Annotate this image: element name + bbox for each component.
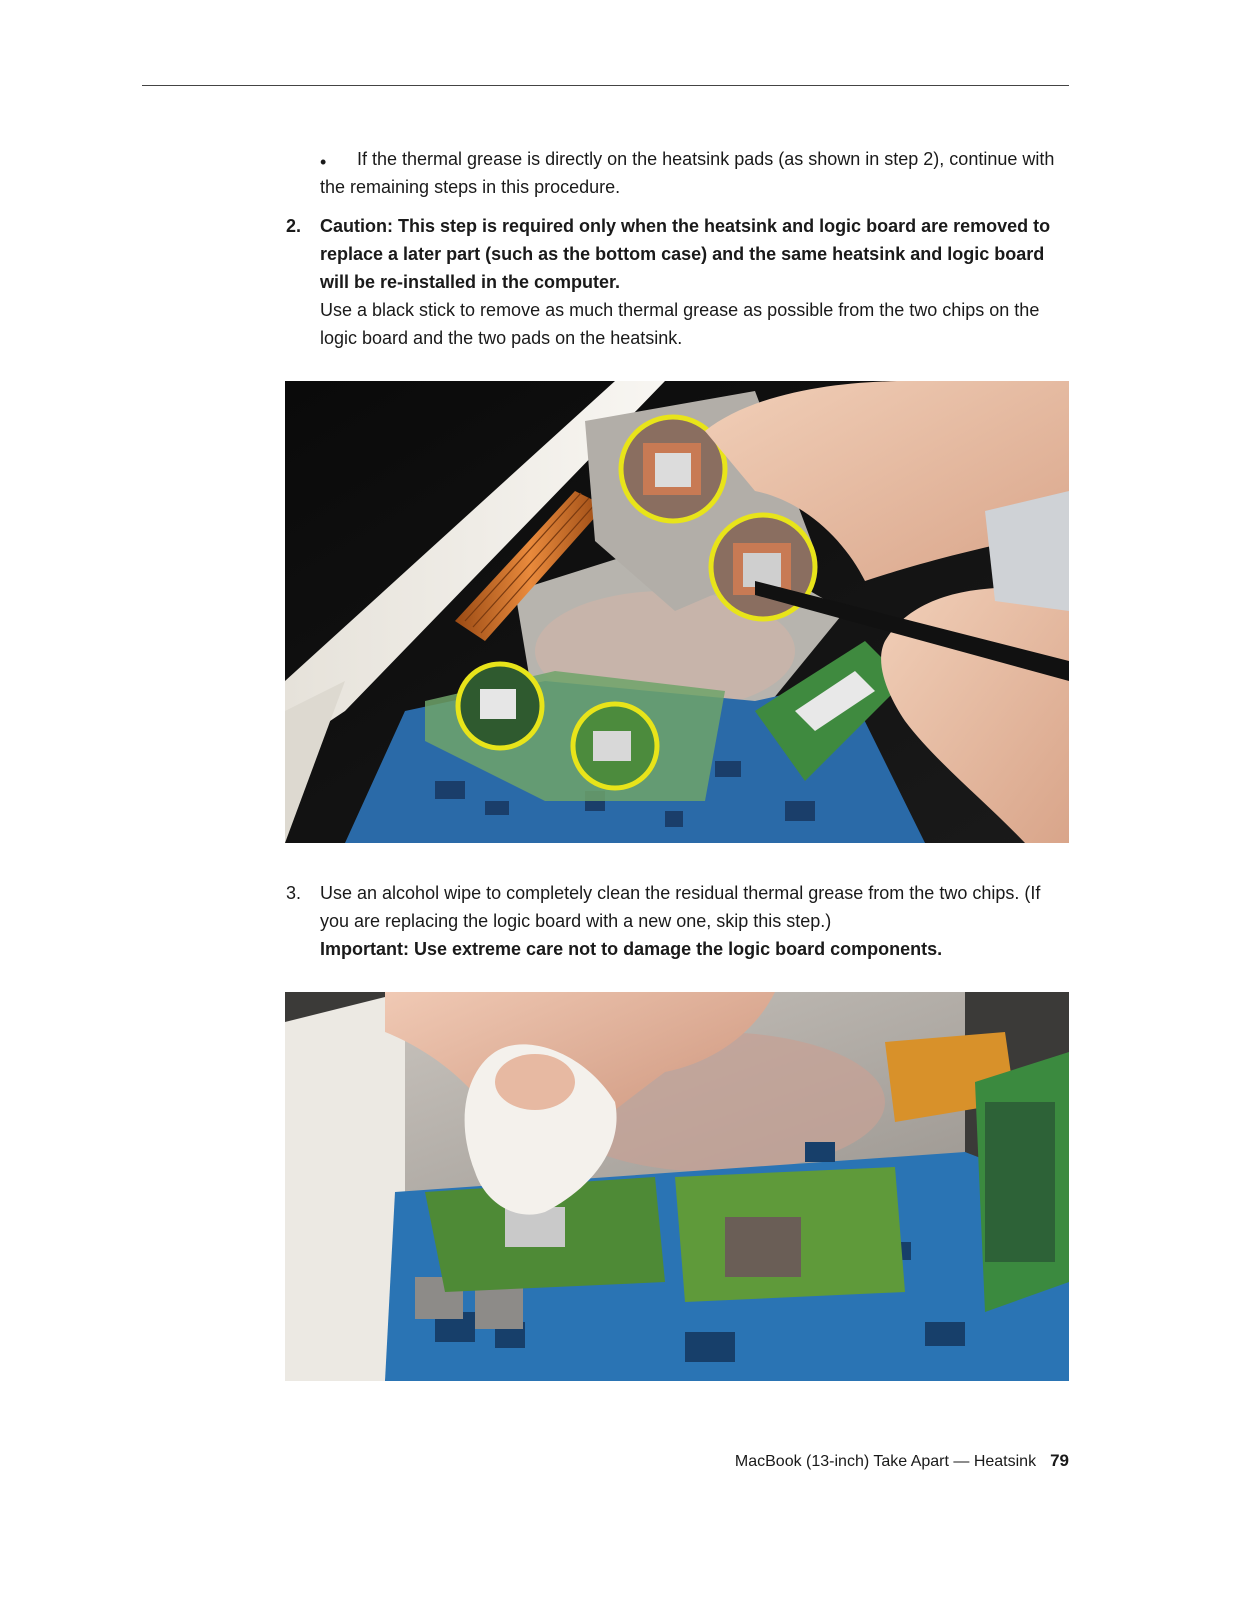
- step-3-number: 3.: [286, 883, 302, 903]
- page-footer: [735, 1449, 1069, 1474]
- step-2-caution: Caution: This step is required only when the heatsink and logic board are removed to replace a later part (such as the bottom case) and the same heatsink and logic board will be re-installed in the computer.: [320, 216, 1051, 292]
- footer-title: MacBook (13-inch) Take Apart — Heatsink: [734, 1453, 1037, 1470]
- step-2-body: Use a black stick to remove as much thermal grease as possible from the two chips on the logic board and the two pads on the heatsink.: [320, 300, 1040, 348]
- step-3-important: Important: Use extreme care not to damage the logic board components.: [320, 939, 943, 959]
- alcohol-wipe-photo: [285, 992, 1069, 1381]
- step-3-body: Use an alcohol wipe to completely clean the residual thermal grease from the two chips. (If you are replacing the logic board with a new one, skip this step.): [320, 883, 1041, 931]
- page-number: 79: [1050, 1451, 1069, 1470]
- step-2-number: 2.: [286, 216, 302, 236]
- bullet-text: If the thermal grease is directly on the heatsink pads (as shown in step 2), continue with the remaining steps in this procedure.: [320, 149, 1055, 197]
- heatsink-removal-photo: [285, 381, 1069, 843]
- header-rule: [142, 85, 1069, 86]
- bullet-symbol: •: [320, 152, 327, 172]
